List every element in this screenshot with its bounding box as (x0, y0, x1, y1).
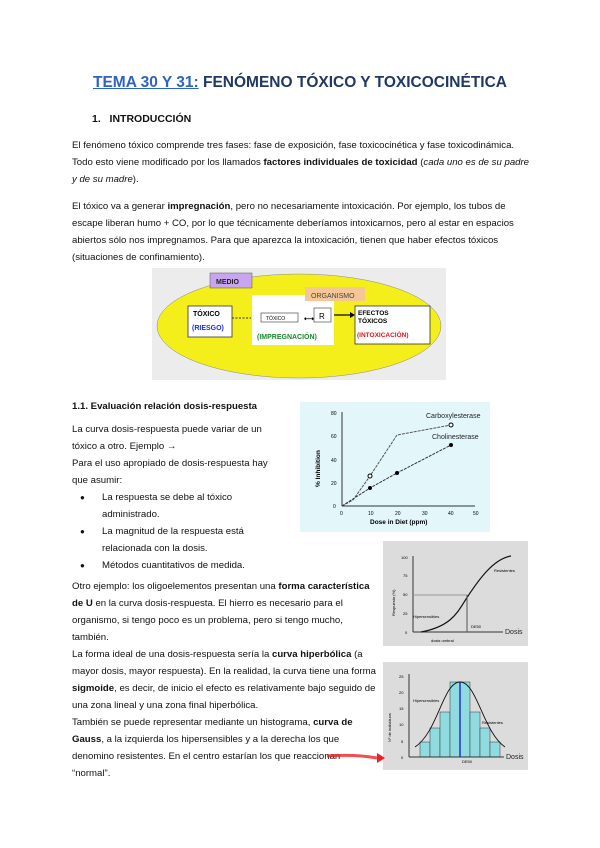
title-rest: FENÓMENO TÓXICO Y TOXICOCINÉTICA (198, 74, 507, 91)
toxic-phenomenon-diagram (152, 268, 446, 380)
text-span: 15 (399, 706, 404, 711)
impregnacion-label: (IMPREGNACIÓN) (257, 334, 317, 341)
text-span: factores individuales de toxicidad (263, 157, 418, 168)
section-heading-dosis-respuesta: 1.1. Evaluación relación dosis-respuesta (72, 401, 258, 412)
legend-carboxylesterase: Carboxylesterase (426, 413, 481, 420)
text-span: , a la izquierda los hipersensibles y a la derecha los que denomino resistentes. En el centro estarían los que reaccionan “normal”. (72, 734, 341, 779)
text-span: Nº de individuos (387, 713, 392, 742)
text-span: 20 (399, 690, 404, 695)
inhibition-chart (300, 402, 490, 532)
legend-cholinesterase: Cholinesterase (432, 434, 479, 441)
text-span: dosis umbral (431, 638, 454, 643)
receptor-label: R (319, 312, 325, 321)
text-span: 0 (401, 755, 404, 760)
list-item: ● La respuesta se debe al tóxico administrado. (102, 489, 282, 523)
text-span: Resistentes (482, 720, 503, 725)
text-span: 20 (331, 481, 337, 487)
assumptions-list (72, 489, 282, 574)
text-span: sigmoide (72, 683, 115, 694)
text-span: 0 (333, 504, 336, 510)
x-axis-label: Dosis (505, 629, 523, 636)
medio-label: MEDIO (216, 279, 239, 286)
y-axis-label: % Inhibition (315, 450, 322, 487)
x-axis-label: Dose in Diet (ppm) (370, 519, 428, 526)
text-span: Respuesta (%) (391, 589, 396, 616)
toxico-label: TÓXICO (193, 311, 220, 318)
svg-text:⟷: ⟷ (304, 316, 315, 323)
organismo-label: ORGANISMO (311, 293, 355, 300)
title-prefix: TEMA 30 Y 31: (93, 74, 199, 91)
list-item: ● La magnitud de la respuesta está relacionada con la dosis. (102, 523, 282, 557)
text-span: El tóxico va a generar (72, 201, 168, 212)
text-span: 60 (331, 434, 337, 440)
text-span: curva de Gauss (72, 717, 353, 745)
text-span: , es decir, de inicio el efecto es relativamente bajo seguido de una zona lineal y una zona final hiperbólica. (72, 683, 376, 711)
text-span: 75 (403, 573, 408, 578)
section-heading-introduccion (92, 113, 191, 125)
text-span: curva hiperbólica (271, 649, 352, 660)
text-span: Hipersensibles (413, 614, 440, 619)
text-span: , pero no necesariamente intoxicación. Por ejemplo, los tubos de escape liberan humo + CO, por lo que técnicamente deberíamos intoxicarnos, pero al estar en espacios abiertos sólo nos impregnamos. Para que aparezca la intoxicación, tienen que haber efectos tóxicos (situaciones de confinamiento). (72, 201, 514, 263)
text-span: impregnación (167, 201, 231, 212)
text-span: 50 (403, 592, 408, 597)
text-span: ( (417, 157, 424, 168)
text-span: La curva dosis-respuesta puede variar de un tóxico a otro. Ejemplo → (72, 424, 262, 452)
text-span: TÓXICOS (358, 318, 388, 325)
intro-paragraph-2 (72, 198, 532, 266)
text-span: DE50 (462, 759, 473, 764)
text-span: Para el uso apropiado de dosis-respuesta hay que asumir: (72, 458, 268, 486)
text-span: cada uno es de su padre y de su madre (72, 157, 530, 185)
text-span: 40 (331, 458, 337, 464)
sigmoid-chart (383, 541, 528, 646)
text-span: forma característica de U (72, 581, 370, 609)
text-span: La forma ideal de una dosis-respuesta sería la (72, 649, 272, 660)
list-item: ● Métodos cuantitativos de medida. (102, 557, 282, 574)
text-span: 100 (401, 555, 408, 560)
text-span: 80 (331, 411, 337, 417)
text-span: 0 (340, 511, 343, 517)
text-span: 40 (448, 511, 454, 517)
text-span: 5 (401, 739, 404, 744)
section-title: INTRODUCCIÓN (109, 113, 192, 125)
text-span: EFECTOS (358, 310, 389, 317)
text-span: El fenómeno tóxico comprende tres fases: fase de exposición, fase toxicocinética y fase toxicodinámica. Todo esto viene modificado por los llamados (72, 140, 515, 168)
text-span: 25 (403, 611, 408, 616)
text-span: DE50 (471, 624, 482, 629)
gauss-histogram-chart (383, 662, 528, 770)
text-span: También se puede representar mediante un histograma, (72, 717, 314, 728)
riesgo-label: (RIESGO) (192, 325, 224, 332)
text-span: 20 (395, 511, 401, 517)
text-span: 25 (399, 674, 404, 679)
red-arrow-annotation (325, 750, 387, 764)
text-span: 0 (405, 630, 408, 635)
text-span: 50 (473, 511, 479, 517)
section-number: 1. (92, 113, 101, 125)
toxico-inner-label: TÓXICO (266, 316, 286, 322)
text-span: 10 (368, 511, 374, 517)
text-span: 30 (422, 511, 428, 517)
page-title (0, 74, 600, 92)
text-span: ). (132, 174, 139, 185)
text-span: en la curva dosis-respuesta. El hierro es necesario para el organismo, si tengo poco es un problema, pero si tengo mucho, también. (72, 598, 343, 643)
text-span: 10 (399, 722, 404, 727)
text-span: (a mayor dosis, mayor respuesta). En la realidad, la curva tiene una forma (72, 649, 376, 677)
paragraph-curva (72, 421, 282, 574)
x-axis-label: Dosis (506, 754, 524, 761)
text-span: Otro ejemplo: los oligoelementos presentan una (72, 581, 279, 592)
intro-paragraph-1 (72, 137, 532, 188)
text-span: Resistentes (494, 568, 515, 573)
text-span: Hipersensibles (413, 698, 440, 703)
intoxicacion-label: (INTOXICACIÓN) (357, 332, 409, 339)
